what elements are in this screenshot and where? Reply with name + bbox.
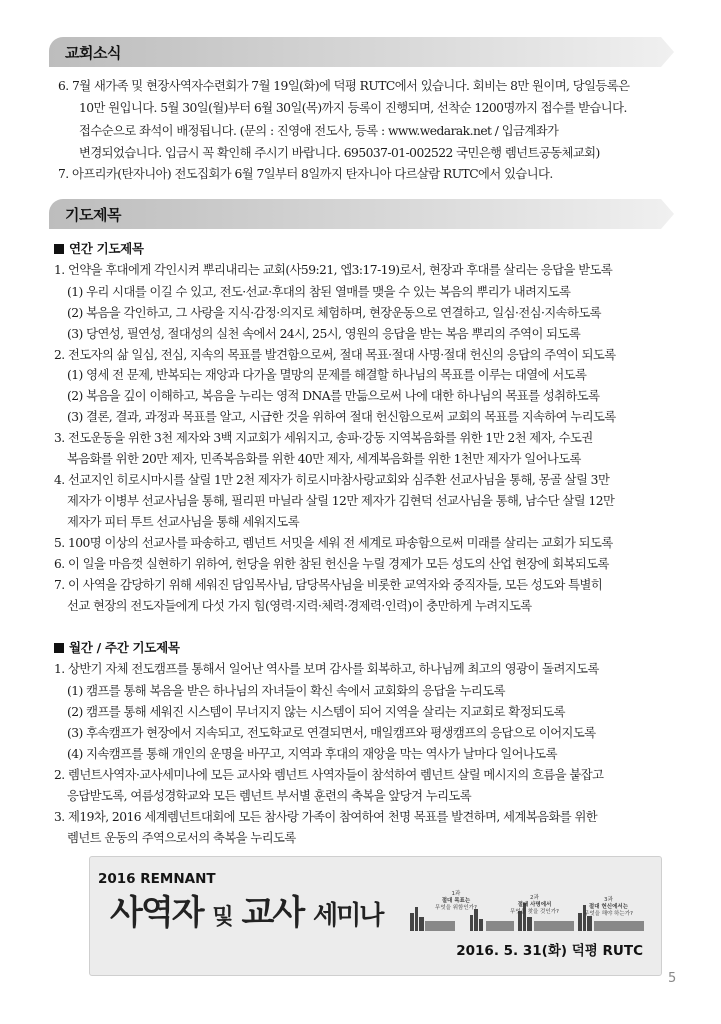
annual-line: 2. 전도자의 삶 일심, 전심, 지속의 목표를 발견함으로써, 절대 목표·절대 사명·절대 헌신의 응답의 주역이 되도록	[54, 348, 616, 362]
stage-2-title: 절대 사명에서	[517, 902, 552, 908]
monthly-line: 렘넌트 운동의 주역으로서의 축복을 누리도록	[67, 831, 296, 845]
monthly-line: 2. 렘넌트사역자·교사세미나에 모든 교사와 렘넌트 사역자들이 참석하여 렘넌트 살릴 메시지의 흐름을 붙잡고	[54, 768, 604, 782]
stage-1-sub: 무엇을 위함인가?	[435, 905, 477, 911]
monthly-line: 3. 제19차, 2016 세계렘넌트대회에 모든 참사랑 가족이 참여하여 천명 목표를 발견하며, 세계복음화를 위한	[54, 810, 598, 824]
annual-line: 4. 선교지인 히로시마시를 살릴 1만 2천 제자가 히로시마참사랑교회와 심주환 선교사님을 통해, 몽골 살릴 3만	[54, 473, 610, 487]
stage-2-sub: 무엇을 찾을 것인가?	[510, 909, 559, 915]
annual-line: (1) 영세 전 문제, 반복되는 재앙과 다가올 멸망의 문제를 해결할 하나님의 목표를 이루는 대열에 서도록	[67, 368, 587, 382]
annual-line: 복음화를 위한 20만 제자, 민족복음화를 위한 40만 제자, 세계복음화를 위한 1천만 제자가 일어나도록	[67, 452, 581, 466]
stage-1-title: 절대 목표는	[441, 898, 471, 904]
stage-2-label	[510, 895, 559, 916]
annual-line: 선교 현장의 전도자들에게 다섯 가지 힘(영력·지력·체력·경제력·인력)이 충만하게 누려지도록	[67, 599, 532, 613]
seminar-banner	[89, 856, 662, 976]
stage-3-sub: 무엇을 해야 하는가?	[584, 911, 633, 917]
banner-title-suffix: 세미나	[313, 901, 383, 931]
monthly-prayer-title-text: 월간 / 주간 기도제목	[69, 640, 180, 655]
banner-date: 2016. 5. 31(화) 덕평 RUTC	[456, 943, 643, 959]
monthly-prayer-title	[54, 638, 180, 656]
annual-line: (2) 복음을 각인하고, 그 사랑을 지식·감정·의지로 체험하며, 현장운동으로 연결하고, 일심·전심·지속하도록	[67, 306, 601, 320]
banner-title	[110, 885, 382, 934]
annual-line: 제자가 이병부 선교사님을 통해, 필리핀 마닐라 살릴 12만 제자가 김현덕 선교사님을 통해, 남수단 살릴 12만	[67, 494, 615, 508]
page-number: 5	[668, 971, 677, 986]
annual-line: (3) 당연성, 필연성, 절대성의 실천 속에서 24시, 25시, 영원의 응답을 받는 복음 뿌리의 주역이 되도록	[67, 327, 581, 341]
news-item-7-line1: 7. 아프리카(탄자니아) 전도집회가 6월 7일부터 8일까지 탄자니아 다르살람 RUTC에서 있습니다.	[58, 167, 553, 181]
annual-line: 3. 전도운동을 위한 3천 제자와 3백 지교회가 세워지고, 송파·강동 지역복음화를 위한 1만 2천 제자, 수도권	[54, 431, 593, 445]
banner-title-part2: 교사	[241, 893, 304, 933]
header-band-shape	[49, 37, 674, 67]
monthly-line: (1) 캠프를 통해 복음을 받은 하나님의 자녀들이 확신 속에서 교회화의 응답을 누리도록	[67, 684, 505, 698]
news-title: 교회소식	[65, 44, 121, 62]
banner-title-and: 및	[212, 905, 232, 930]
stage-1-num: 1과	[451, 891, 461, 897]
square-bullet-icon	[54, 244, 64, 254]
monthly-line: (2) 캠프를 통해 세워진 시스템이 무너지지 않는 시스템이 되어 지역을 살리는 지교회로 확정되도록	[67, 705, 565, 719]
news-item-6-line3: 접수순으로 좌석이 배정됩니다. (문의 : 진영애 전도사, 등록 : www.wedarak.net / 입금계좌가	[79, 124, 559, 138]
annual-line: 6. 이 일을 마음껏 실현하기 위하여, 헌당을 위한 참된 헌신을 누릴 경제가 모든 성도의 산업 현장에 회복되도록	[54, 557, 609, 571]
annual-line: 5. 100명 이상의 선교사를 파송하고, 렘넌트 서밋을 세워 전 세계로 파송함으로써 미래를 살리는 교회가 되도록	[54, 536, 613, 550]
news-item-6-line2: 10만 원입니다. 5월 30일(월)부터 6월 30일(목)까지 등록이 진행되며, 선착순 1200명까지 접수를 받습니다.	[79, 101, 627, 115]
banner-title-part1: 사역자	[110, 893, 203, 933]
stage-3-title: 절대 헌신에서는	[588, 904, 629, 910]
prayer-title: 기도제목	[65, 206, 121, 224]
annual-line: (3) 결론, 결과, 과정과 목표를 알고, 시급한 것을 위하여 절대 헌신함으로써 교회의 목표를 지속하여 누리도록	[67, 410, 616, 424]
banner-top-text: 2016 REMNANT	[98, 871, 216, 887]
stage-3-num: 3과	[604, 897, 613, 903]
monthly-line: (4) 지속캠프를 통해 개인의 운명을 바꾸고, 지역과 후대의 재앙을 막는 역사가 날마다 일어나도록	[67, 747, 557, 761]
monthly-line: (3) 후속캠프가 현장에서 지속되고, 전도학교로 연결되면서, 매일캠프와 평생캠프의 응답으로 이어지도록	[67, 726, 596, 740]
annual-line: 7. 이 사역을 감당하기 위해 세워진 담임목사님, 담당목사님을 비롯한 교역자와 중직자들, 모든 성도와 특별히	[54, 578, 603, 592]
square-bullet-icon	[54, 643, 64, 653]
annual-prayer-title	[54, 239, 144, 257]
annual-line: (1) 우리 시대를 이길 수 있고, 전도·선교·후대의 참된 열매를 맺을 수 있는 복음의 뿌리가 내려지도록	[67, 285, 571, 299]
header-band-shape	[49, 199, 674, 229]
prayer-section-header	[49, 199, 674, 229]
stage-2-num: 2과	[530, 895, 539, 901]
monthly-line: 응답받도록, 여름성경학교와 모든 렘넌트 부서별 훈련의 축복을 앞당겨 누리도록	[67, 789, 472, 803]
annual-line: 1. 언약을 후대에게 각인시켜 뿌리내리는 교회(사59:21, 엡3:17-19)로서, 현장과 후대를 살리는 응답을 받도록	[54, 263, 613, 277]
monthly-line: 1. 상반기 자체 전도캠프를 통해서 일어난 역사를 보며 감사를 회복하고, 하나님께 최고의 영광이 돌려지도록	[54, 662, 599, 676]
news-section-header	[49, 37, 674, 67]
stage-1-label	[435, 891, 477, 912]
annual-line: 제자가 피터 투트 선교사님을 통해 세워지도록	[67, 515, 300, 529]
stage-3-label	[584, 897, 633, 918]
annual-line: (2) 복음을 깊이 이해하고, 복음을 누리는 영적 DNA를 만듦으로써 나에 대한 하나님의 목표를 성취하도록	[67, 389, 600, 403]
annual-prayer-title-text: 연간 기도제목	[69, 241, 144, 256]
news-item-6-line4: 변경되었습니다. 입금시 꼭 확인해 주시기 바랍니다. 695037-01-002522 국민은행 렘넌트공동체교회)	[79, 146, 600, 160]
news-item-6-line1: 6. 7월 새가족 및 현장사역자수련회가 7월 19일(화)에 덕평 RUTC에서 있습니다. 회비는 8만 원이며, 당일등록은	[58, 79, 630, 93]
